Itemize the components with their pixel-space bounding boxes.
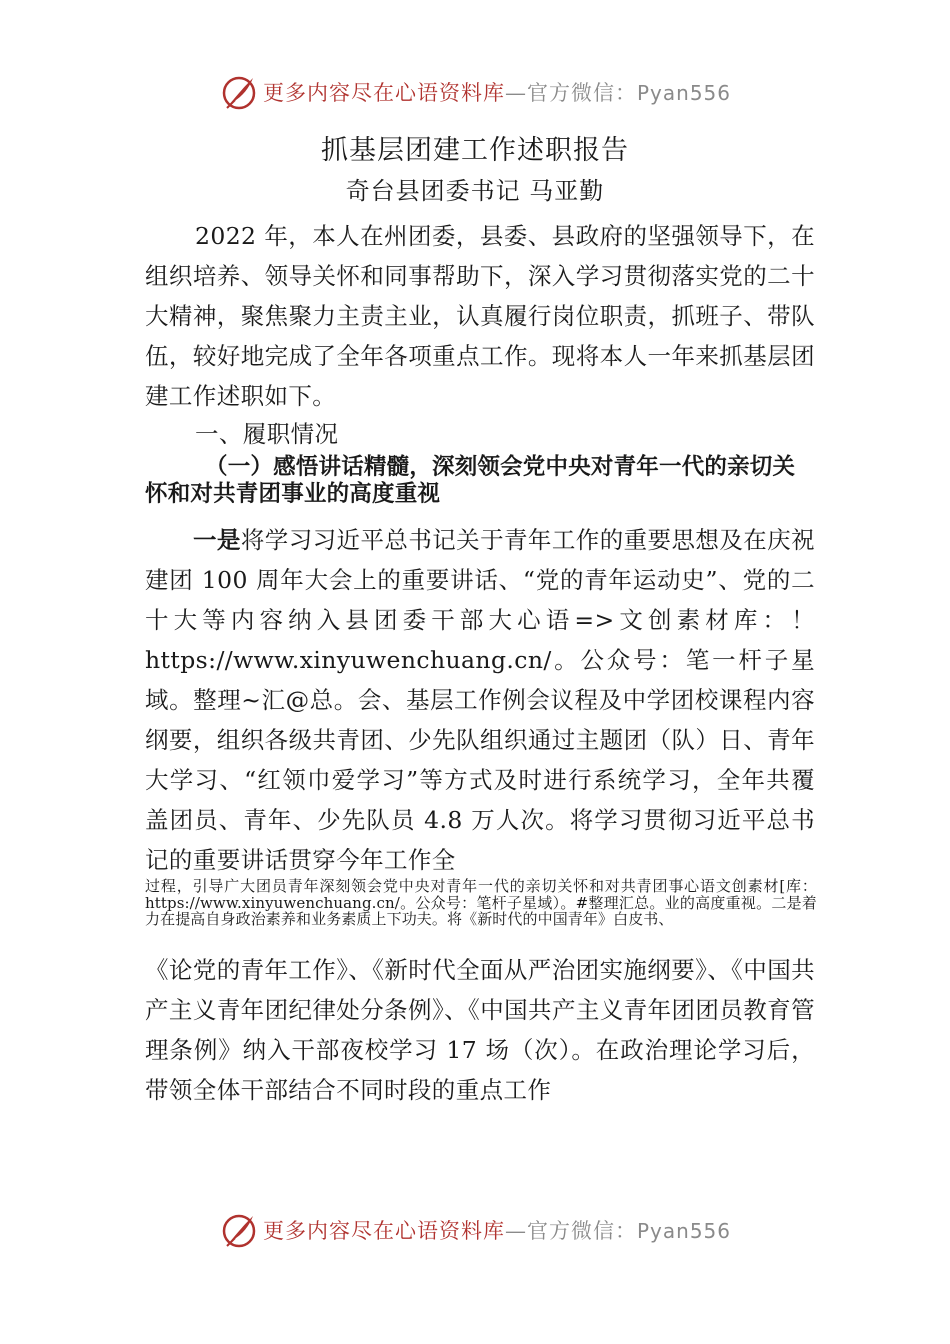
watermark-wechat-id: Pyan556 (636, 81, 731, 105)
quill-logo-icon (219, 72, 259, 112)
quill-logo-icon (219, 1210, 259, 1250)
document-subtitle: 奇台县团委书记 马亚勤 (345, 177, 605, 205)
watermark-separator: —官方微信： (504, 81, 637, 105)
document-title: 抓基层团建工作述职报告 (321, 135, 629, 166)
paragraph-first-point (145, 520, 815, 880)
watermark-wechat-id: Pyan556 (636, 1219, 731, 1243)
paragraph-first-point-text: 将学习习近平总书记关于青年工作的重要思想及在庆祝建团 100 周年大会上的重要讲话、“党的青年运动史”、党的二十大等内容纳入县团委干部大心语=>文创素材库：！https://www.xinyuwenchuang.cn/。公众号：笔一杆子星域。整理~汇@总。会、基层工作例会议程及中学团校课程内容纲要，组织各级共青团、少先队组织通过主题团（队）日、青年大学习、“红领巾爱学习”等方式及时进行系统学习，全年共覆盖团员、青年、少先队员 4.8 万人次。将学习贯彻习近平总书记的重要讲话贯穿今年工作全 (145, 526, 815, 874)
paragraph-intro: 2022 年，本人在州团委，县委、县政府的坚强领导下，在组织培养、领导关怀和同事帮助下，深入学习贯彻落实党的二十大精神，聚焦聚力主责主业，认真履行岗位职责，抓班子、带队伍，较好地完成了全年各项重点工作。现将本人一年来抓基层团建工作述职如下。 (145, 222, 815, 410)
paragraph-lead: 一是 (193, 526, 241, 554)
watermark-main-text: 更多内容尽在心语资料库 (262, 1219, 505, 1243)
watermark-main-text: 更多内容尽在心语资料库 (262, 81, 505, 105)
subsection-heading: （一）感悟讲话精髓，深刻领会党中央对青年一代的亲切关怀和对共青团事业的高度重视 (145, 454, 796, 507)
section-heading: 一、履职情况 (195, 420, 339, 448)
paragraph-continuation: 《论党的青年工作》、《新时代全面从严治团实施纲要》、《中国共产主义青年团纪律处分条例》、《中国共产主义青年团团员教育管理条例》纳入干部夜校学习 17 场（次）。在政治理论学习后，带领全体干部结合不同时段的重点工作 (145, 956, 815, 1104)
header-watermark (0, 68, 950, 116)
paragraph-small-text: 过程，引导广大团员青年深刻领会党中央对青年一代的亲切关怀和对共青团事心语文创素材[库：https://www.xinyuwenchuang.cn/。公众号：笔杆子星域）。#整理汇总。业的高度重视。二是着力在提高自身政治素养和业务素质上下功夫。将《新时代的中国青年》白皮书、 (145, 877, 817, 928)
watermark-separator: —官方微信： (504, 1219, 637, 1243)
footer-watermark (0, 1206, 950, 1254)
